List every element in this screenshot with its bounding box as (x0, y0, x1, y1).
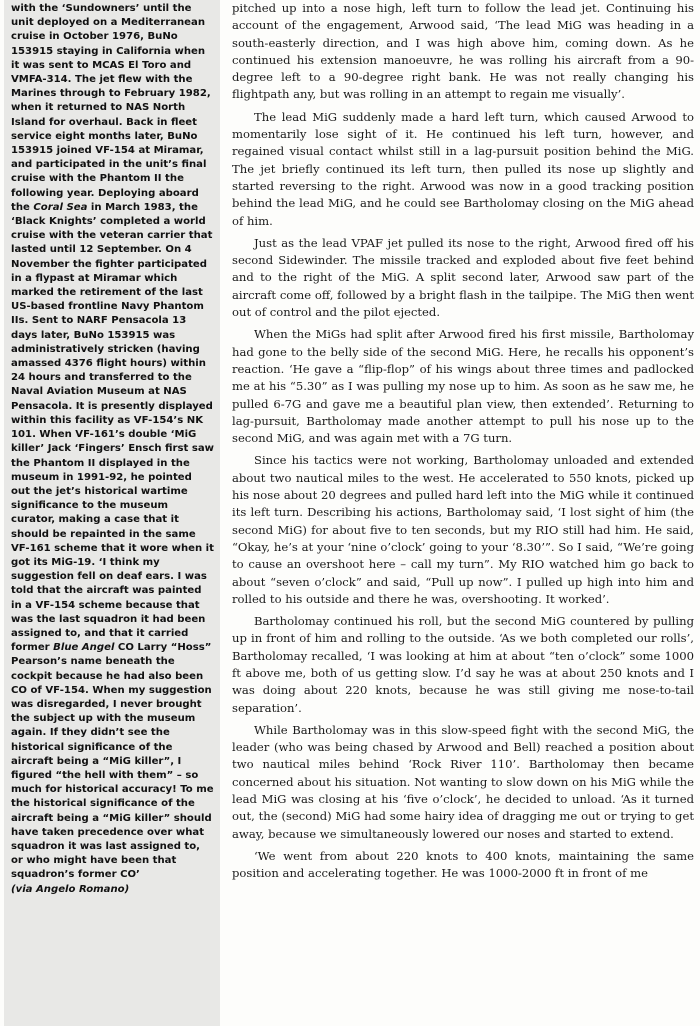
body-paragraph: pitched up into a nose high, left turn to follow the lead jet. Continuing his account of the engagement, Arwood said, ‘The lead MiG was heading in a south-easterly direction, and I was high above him, coming down. As he continued his extension manoeuvre, he was rolling his aircraft from a 90-degree left to a 90-degree right bank. He was not really changing his flightpath any, but was rolling in an attempt to regain me visually’. (232, 1, 694, 102)
body-paragraph: ‘We went from about 220 knots to 400 knots, maintaining the same position and accelerating together. He was 1000-2000 ft in front of me (232, 848, 694, 881)
body-paragraph: When the MiGs had split after Arwood fired his first missile, Bartholomay had gone to the belly side of the second MiG. Here, he recalls his opponent’s reaction. ‘He gave a “flip-flop” of his wings about three times and padlocked me at his “5.30” as I was pulling my nose up to him. As soon as he saw me, he pulled 6-7G and gave me a beautiful plan view, then extended’. Returning to lag-pursuit, Bartholomay made another attempt to pull his nose up to the second MiG, and was again met with a 7G turn. (232, 327, 694, 446)
caption-text-1: with the ‘Sundowners’ until the unit deployed on a Mediterranean cruise in October 1976, BuNo 153915 staying in California when it was sent to MCAS El Toro and VMFA-314. The jet flew with the Marines through to February 1982, when it returned to NAS North Island for overhaul. Back in fleet service eight months later, BuNo 153915 joined VF-154 at Miramar, and participated in the unit’s final cruise with the Phantom II the following year. Deploying aboard the (11, 3, 211, 213)
caption-credit: (via Angelo Romano) (11, 883, 130, 895)
caption-text-2: in March 1983, the ‘Black Knights’ completed a world cruise with the veteran carrier that lasted until 12 September. On 4 November the fighter participated in a flypast at Miramar which marked the retirement of the last US-based frontline Navy Phantom IIs. Sent to NARF Pensacola 13 days later, BuNo 153915 was administratively stricken (having amassed 4376 flight hours) within 24 hours and transferred to the Naval Aviation Museum at NAS Pensacola. It is presently displayed within this facility as VF-154’s NK 101. When VF-161’s double ‘MiG killer’ Jack ‘Fingers’ Ensch first saw the Phantom II displayed in the museum in 1991-92, he pointed out the jet’s historical wartime significance to the museum curator, making a case that it should be repainted in the same VF-161 scheme that it wore when it got its MiG-19. ‘I think my suggestion fell on deaf ears. I was told that the aircraft was painted in a VF-154 scheme because that was the last squadron it had been assigned to, and that it carried former (11, 201, 214, 654)
body-column (232, 0, 694, 888)
body-paragraph: Just as the lead VPAF jet pulled its nose to the right, Arwood fired off his second Sidewinder. The missile tracked and exploded about five feet behind and to the right of the MiG. A split second later, Arwood saw part of the aircraft come off, followed by a bright flash in the tailpipe. The MiG then went out of control and the pilot ejected. (232, 235, 694, 320)
caption-ship-name: Coral Sea (33, 201, 88, 213)
caption-blue-angel: Blue Angel (53, 642, 115, 654)
body-paragraph: The lead MiG suddenly made a hard left turn, which caused Arwood to momentarily lose sight of it. He continued his left turn, however, and regained visual contact whilst still in a lag-pursuit position behind the MiG. The jet briefly continued its left turn, then pulled its nose up slightly and started reversing to the right. Arwood was now in a good tracking position behind the lead MiG, and he could see Bartholomay closing on the MiG ahead of him. (232, 109, 694, 228)
body-paragraph: Bartholomay continued his roll, but the second MiG countered by pulling up in front of him and rolling to the outside. ‘As we both completed our rolls’, Bartholomay recalled, ‘I was looking at him at about “ten o’clock” some 1000 ft above me, both of us getting slow. I’d say he was at about 250 knots and I was doing about 220 knots, because he was still giving me nose-to-tail separation’. (232, 614, 694, 715)
body-paragraph: While Bartholomay was in this slow-speed fight with the second MiG, the leader (who was being chased by Arwood and Bell) reached a position about two nautical miles behind ‘Rock River 110’. Bartholomay then became concerned about his situation. Not wanting to slow down on his MiG while the lead MiG was closing at his ‘five o’clock’, he decided to unload. ‘As it turned out, the (second) MiG had some hairy idea of dragging me out or trying to get away, because we simultaneously lowered our noses and started to extend. (232, 722, 694, 841)
body-paragraph: Since his tactics were not working, Bartholomay unloaded and extended about two nautical miles to the west. He accelerated to 550 knots, picked up his nose about 20 degrees and pulled hard left into the MiG while it continued its left turn. Describing his actions, Bartholomay said, ‘I lost sight of him (the second MiG) for about five to ten seconds, but my RIO still had him. He said, “Okay, he’s at your ‘nine o’clock’ going to your ‘8.30’”. So I said, “We’re going to cause an overshoot here – call my turn”. My RIO watched him go back to about “seven o’clock” and said, “Pull up now”. I pulled up high into him and rolled to his outside and there he was, overshooting. It worked’. (232, 453, 694, 606)
photo-caption (4, 0, 220, 1026)
caption-text-3: CO Larry “Hoss” Pearson’s name beneath the cockpit because he had also been CO of VF-154. When my suggestion was disregarded, I never brought the subject up with the museum again. If they didn’t see the historical significance of the aircraft being a “MiG killer”, I figured “the hell with them” – so much for historical accuracy! To me the historical significance of the aircraft being a “MiG killer” should have taken precedence over what squadron it was last assigned to, or who might have been that squadron’s former CO’ (11, 642, 214, 881)
